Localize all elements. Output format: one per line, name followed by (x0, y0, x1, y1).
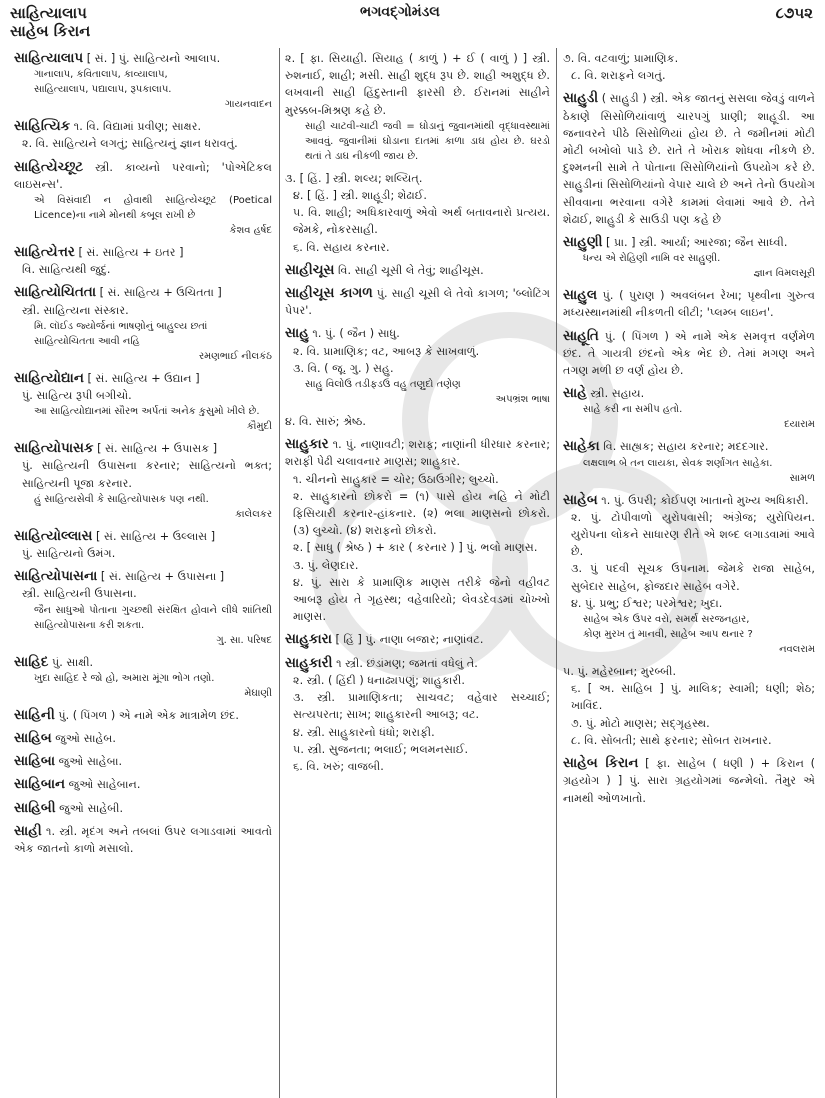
quotation-source: કેશવ હર્ષદ (229, 225, 272, 237)
entry-headword: સાહિબ (14, 730, 52, 747)
entry-definition: [ પ્રા. ] સ્ત્રી. આર્યા; આરજા; જૈન સાધ્વી. (606, 236, 788, 250)
entry-definition: ૫. વિ. શાહી; અધિકારવાળું એવો અર્થ બતાવનારો પ્રત્યય. જેમકે, નોકરસાહી. (293, 206, 550, 237)
entry-quotation: ખુદા સાહિદ રે જો હો, અમારા મૂંગા ભોગ તણો. (34, 672, 215, 684)
entry-definition: ૭. વિ. વટવાળું; પ્રામાણિક. (563, 52, 679, 65)
entry-headword: સાહેકા (563, 438, 600, 455)
entry-headword: સાહિત્યેત્તર (14, 244, 75, 261)
entry-definition: સ્ત્રી. સાહિત્યની ઉપાસના. (22, 587, 137, 601)
entry-definition: ૧. ચીનનો સાહુકાર = ચોર; ઉઠાઉગીર; લુચ્ચો. (293, 472, 499, 486)
entry-definition: સ્ત્રી. સહાય. (590, 387, 645, 401)
dictionary-entry (563, 438, 815, 485)
dictionary-entry (14, 654, 272, 701)
entry-definition: ૧. પું. ( જૈન ) સાધુ. (312, 327, 400, 341)
dictionary-entry (563, 50, 815, 84)
entry-definition: પું. ( પિંગળ ) એ નામે એક સમવૃત્ત વર્ણમેળ છંદ. તે ગાયત્રી છંદનો એક ભેદ છે. તેમાં મગણ અને તગણ મળી છ વર્ણ હોય છે. (563, 329, 816, 378)
entry-definition: ૨. પું. ટોપીવાળો યુરોપવાસી; અંગ્રેજ; યુરોપિયન. યુરોપના લોકને સાધારણ રીતે એ શબ્દ લગાડવામાં આવે છે. (571, 510, 815, 559)
entry-headword: સાહિત્યોલ્લાસ (14, 527, 93, 544)
entry-definition: ૮. વિ. શરાફને લગતું. (571, 69, 666, 83)
dictionary-entry (285, 170, 550, 256)
entry-headword: સાહિત્યોદ્યાન (14, 369, 84, 386)
entry-quotation: મિ. લૉઈડ જ્યોર્જનાં ભાષણોનું બાહુલ્ય છતાં (34, 320, 208, 332)
entry-headword: સાહિત્યોપાસક (14, 440, 94, 457)
entry-headword: સાહિબી (14, 799, 56, 816)
quotation-source: અપભ્રંશ ભાષા (495, 394, 550, 406)
dictionary-entry (563, 328, 815, 380)
entry-definition: સ્ત્રી. કાવ્યનો પરવાનો; 'પોએટિકલ લાઇસન્સ'. (14, 160, 272, 191)
entry-quotation: જૈન સાધુઓ પોતાના ગુચ્છથી સંરક્ષિત હોવાને લીધે શાંતિથી સાહિત્યોપાસના કરી શકતા. (34, 604, 272, 631)
dictionary-entry (285, 413, 550, 430)
entry-headword: સાહુ (285, 325, 309, 342)
dictionary-entry (14, 568, 272, 647)
entry-headword: સાહિબા (14, 753, 56, 770)
entry-quotation: કોણ મુરખ તું માનવી, સાહેબ આપ થનાર ? (583, 629, 753, 641)
dictionary-entry (285, 631, 550, 648)
quotation-source: જ્ઞાન વિમલસૂરી (753, 268, 815, 280)
dictionary-entry (563, 663, 815, 749)
entry-headword: સાહુડી (563, 90, 599, 107)
entry-headword: સાહિત્યોચિતતા (14, 284, 97, 301)
dictionary-entry (563, 287, 815, 321)
dictionary-entry (563, 492, 815, 657)
dictionary-entry (563, 385, 815, 432)
dictionary-entry (14, 440, 272, 522)
entry-definition: ૬. વિ. ખરું; વાજબી. (293, 759, 384, 773)
entry-definition: ૪. પું. પ્રભુ; ઈશ્વર; પરમેશ્વર; ખુદા. (571, 596, 723, 610)
entry-definition: [ હિં ] પું. નાણા બજાર; નાણાંવટ. (335, 633, 484, 647)
entry-definition: ૨. [ ફા. સિયાહી. સિયાહ ( કાળું ) + ઈ ( વાળું ) ] સ્ત્રી. રુશનાઈ, શાહી; મસી. સાહી શુદ્ધ રૂપ છે. શાહી અશુદ્ધ છે. લખવાની સાહી હિંદુસ્તાની ફારસી છે. ઈરાનમાં સાહીને મુરક્કબ-મિશ્રણ કહે છે. (285, 52, 550, 117)
entry-headword: સાહિત્યિક (14, 118, 71, 135)
entry-definition: [ સં. સાહિત્ય + ઇતર ] (78, 246, 184, 260)
entry-definition: ૩. [ હિં. ] સ્ત્રી. શલ્ય; શલ્યિત્. (285, 171, 423, 185)
entry-definition: પું. સાહી ચૂસી લે તેવો કાગળ; 'બ્લોટિંગ પેપર'. (285, 287, 550, 318)
entry-definition: ૩. પું. લેણદાર. (293, 558, 359, 572)
page-number: ૮૭૫૨ (775, 4, 813, 22)
entry-definition: [ સં. સાહિત્ય + ઉચિતતા ] (99, 286, 222, 300)
entry-definition: [ સં. ] પું. સાહિત્યનો આલાપ. (86, 52, 221, 65)
dictionary-entry (14, 730, 272, 747)
entry-definition: [ સં. સાહિત્ય + ઉલ્લાસ ] (96, 529, 216, 543)
entry-headword: સાહે (563, 385, 587, 402)
entry-headword: સાહિની (14, 706, 55, 723)
dictionary-entry (14, 823, 272, 857)
entry-definition: [ સં. સાહિત્ય + ઉદ્યાન ] (87, 371, 200, 385)
dictionary-entry (285, 285, 550, 319)
entry-definition: જુઓ સાહેબાન. (68, 778, 141, 792)
entry-headword: સાહિદ (14, 653, 49, 670)
entry-quotation: એ વિસંવાદી ન હોવાથી સાહિત્યેચ્છૂટ (Poetical Licence)ના નામે મોનથી કબૂલ રાખી છે (34, 195, 272, 222)
column-3 (563, 50, 815, 813)
quotation-source: સામળ (789, 472, 815, 484)
entry-definition: જુઓ સાહેબા. (58, 755, 123, 769)
entry-definition: ૭. પું. મોટો માણસ; સદ્ગૃહસ્થ. (571, 716, 710, 730)
entry-definition: ૫. પું. મહેરબાન; મુરબ્બી. (563, 665, 677, 679)
entry-definition: ૨. સાહુકારનો છોકરો = (૧) પાસે હોય નહિ ને મોટી ફિસિયારી કરનાર-હાંકનાર. (૨) ભલા માણસનો છોકરો. (૩) લુચ્ચો. (૪) શરાફનો છોકરો. (293, 489, 550, 538)
dictionary-entry (14, 707, 272, 724)
dictionary-entry (14, 753, 272, 770)
dictionary-entry (14, 244, 272, 278)
entry-definition: ૪. [ હિં. ] સ્ત્રી. શાહૂડી; શેઢાઈ. (293, 189, 427, 203)
column-divider (556, 48, 557, 1098)
entry-headword: સાહુલ (563, 287, 598, 304)
dictionary-entry (14, 284, 272, 363)
dictionary-entry (14, 50, 272, 112)
entry-definition: પું. સાક્ષી. (52, 655, 94, 669)
entry-definition: ૬. વિ. સહાય કરનાર. (293, 240, 390, 254)
entry-definition: [ સં. સાહિત્ય + ઉપાસક ] (97, 442, 218, 456)
entry-definition: વિ. સાહ્યક; સહાય કરનાર; મદદગાર. (603, 440, 769, 454)
entry-definition: ૩. પું પદવી સૂચક ઉપનામ. જેમકે રાજા સાહેબ, સુબેદાર સાહેબ, ફોજદાર સાહેબ વગેરે. (571, 562, 815, 593)
guide-word-first: સાહિત્યાલાપ (10, 4, 87, 22)
dictionary-entry (563, 90, 815, 228)
quotation-source: દયારામ (784, 419, 815, 431)
entry-headword: સાહીચૂસ (285, 261, 335, 278)
dictionary-entry (14, 776, 272, 793)
quotation-source: મેઘાણી (244, 687, 272, 699)
entry-definition: ૩. વિ. ( જૂ. ગુ. ) સહુ. (293, 361, 394, 375)
entry-definition: ૨. [ સાધુ ( શ્રેષ્ઠ ) + કાર ( કરનાર ) ] પું. ભલો માણસ. (293, 541, 538, 555)
entry-definition: ૨. વિ. સાહિત્યને લગતું; સાહિત્યનું જ્ઞાન ધરાવતું. (22, 137, 238, 151)
dictionary-entry (285, 262, 550, 279)
dictionary-entry (285, 325, 550, 407)
quotation-source: રમણભાઈ નીલકંઠ (198, 350, 272, 362)
entry-headword: સાહી (14, 822, 42, 839)
entry-quotation: લક્ષલાભ બે તન લાયકા, સેવક શર્ણાંગત સાહેકા. (583, 457, 773, 469)
entry-definition: [ સં. સાહિત્ય + ઉપાસના ] (100, 570, 225, 584)
entry-headword: સાહિત્યાલાપ (14, 50, 84, 66)
entry-definition: ૨. સ્ત્રી. ( હિંદી ) ધનાઢ્યપણું; શાહુકારી. (293, 673, 465, 687)
entry-definition: ૪. સ્ત્રી. સાહુકારનો ધંધો; શરાફી. (293, 725, 435, 739)
entry-headword: સાહિત્યેચ્છૂટ (14, 158, 84, 175)
entry-quotation: આ સાહિત્યોદ્યાનમાં સૌરભ અર્પતાં અનેક કુસુમો ખીલે છે. (34, 406, 260, 418)
entry-definition: વિ. સાહી ચૂસી લે તેવું; શાહીચૂસ. (338, 263, 484, 277)
entry-definition: ૪. પું. સારા કે પ્રામાણિક માણસ તરીકે જેનો વહીવટ આબરૂ હોય તે ગૃહસ્થ; વહેવારિયો; લેવડદેવડમાં ચોખ્ખો માણસ. (293, 575, 550, 624)
entry-definition: ( સાહુડી ) સ્ત્રી. એક જાતનું સસલા જેવડું વાળને ઠેકાણે સિસોળિયાંવાળું ચારપગું પ્રાણી; શાહૂડી. આ જનાવરને પીઠે સિસોળિયાં હોય છે. તે જમીનમાં મોટી મોટી બખોલો પાડે છે. રાતે તે ખોરાક શોધવા નીકળે છે. દુશ્મનની સામે તે પોતાના સિસોળિયાંનો ઉપયોગ કરે છે. સાહુડીનાં સિસોળિયાંનો વેપાર ચાલે છે અને તેનો ઉપયોગ સીવવાના ભરવાના વગેરે કામમાં લેવામાં આવે છે. તેને શેઢાઈ, શાહુડી કે સાઉડી પણ કહે છે (563, 92, 815, 226)
column-2 (285, 50, 550, 781)
entry-quotation: ધન્ય એ રોહિણી નામિ વર સાહુણી. (583, 253, 721, 265)
entry-definition: પું. સાહિત્યની ઉપાસના કરનાર; સાહિત્યનો ભક્ત; સાહિત્યની પૂજા કરનાર. (22, 459, 272, 490)
entry-headword: સાહિબાન (14, 776, 66, 793)
quotation-source: નવલરામ (779, 644, 815, 656)
entry-headword: સાહુણી (563, 234, 603, 251)
entry-definition: જુઓ સાહેબી. (59, 801, 124, 815)
column-1 (14, 50, 272, 863)
entry-definition: જુઓ સાહેબ. (55, 732, 116, 746)
dictionary-title: ભગવદ્ગોમંડલ (360, 4, 440, 20)
entry-definition: પું. સાહિત્ય રૂપી બગીચો. (22, 389, 132, 403)
column-divider (279, 48, 280, 1098)
dictionary-entry (563, 234, 815, 281)
dictionary-entry (14, 800, 272, 817)
entry-definition: ૧. સ્ત્રી. મૃદંગ અને તબલાં ઉપર લગાડવામાં આવતો એક જાતનો કાળો મસાલો. (14, 824, 272, 856)
entry-quotation: હું સાહિત્યસેવી કે સાહિત્યોપાસક પણ નથી. (34, 493, 209, 505)
dictionary-entry (14, 528, 272, 562)
entry-definition: ૧. પું. નાણાવટી; શરાફ; નાણાંની ધીરધાર કરનાર; શરાફી પેઢી ચલાવનાર માણસ; શાહુકાર. (285, 438, 550, 469)
entry-definition: પું. ( પિંગળ ) એ નામે એક માત્રામેળ છંદ. (58, 708, 239, 722)
entry-headword: સાહીચૂસ કાગળ (285, 285, 373, 302)
entry-definition: ૬. [ અ. સાહિબ ] પું. માલિક; સ્વામી; ધણી; શેઠ; ખાવિંદ. (571, 682, 815, 713)
dictionary-entry (14, 159, 272, 238)
entry-definition: ૩. સ્ત્રી. પ્રામાણિકતા; સાચવટ; વહેવાર સચ્ચાઈ; સત્યપરતા; સાખ; શાહુકારની આબરૂ; વટ. (293, 691, 550, 722)
entry-quotation: સાહુ વિલોઉ તડીફડઉ વહુ તણુદો તણેણ (305, 379, 461, 391)
quotation-source: ગાયનવાદન (224, 99, 272, 111)
entry-headword: સાહુકારી (285, 654, 333, 671)
entry-quotation: સાહિત્યાલાપ, પદ્યાલાપ, રૂપકાલાપ. (34, 84, 172, 96)
entry-quotation: સાહેબ એક ઉપર વરો, સમર્થ સરજનહાર, (583, 614, 750, 626)
entry-definition: ૨. વિ. પ્રામાણિક; વટ, આબરૂ કે સાખવાળું. (293, 344, 480, 358)
dictionary-entry (285, 655, 550, 775)
entry-quotation: સાહિત્યોચિતતા આવી નહિ (34, 335, 140, 347)
entry-definition: પું. સાહિત્યનો ઉમંગ. (22, 547, 116, 561)
entry-definition: ૧. વિ. વિદ્યામાં પ્રવીણ; સાક્ષર. (73, 120, 202, 134)
dictionary-entry (285, 50, 550, 164)
quotation-source: કાલેલકર (235, 508, 272, 520)
dictionary-entry (14, 370, 272, 434)
entry-definition: ૮. વિ. સોબતી; સાથે ફરનાર; સોબત રાખનાર. (571, 733, 772, 747)
dictionary-entry (285, 436, 550, 625)
entry-quotation: ગાનાલાપ, કવિતાલાપ, કાવ્યાલાપ, (34, 69, 168, 81)
entry-headword: સાહુકાર (285, 436, 329, 453)
quotation-source: ગુ. સા. પરિષદ (216, 634, 272, 646)
entry-headword: સાહેબ કિરાન (563, 755, 639, 772)
entry-definition: ૪. વિ. સારું; શ્રેષ્ઠ. (285, 415, 366, 429)
entry-headword: સાહેબ (563, 491, 598, 508)
entry-quotation: સાહી ચાટવી-ચાટી જવી = ઘોડાનું જુવાનમાંથી વૃદ્ધાવસ્થામાં આવવું. જુવાનીમાં ઘોડાના દાતમાં કાળા ડાઘ હોય છે. ઘરડો થતાં તે ડાઘ નીકળી જાય છે. (305, 120, 550, 162)
entry-definition: [ ફા. સાહેબ ( ધણી ) + કિરાન ( ગ્રહયોગ ) ] પું. સારા ગ્રહયોગમાં જન્મેલો. તૈમુર એ નામથી ઓળખાતો. (563, 757, 816, 805)
dictionary-entry (563, 755, 815, 807)
entry-definition: પું. ( પુરાણ ) અવલંબન રેખા; પૃથ્વીના ગુરુત્વ મધ્યસ્થાનમાંથી નીકળતી લીટી; 'પ્લમ્બ લાઇન'. (563, 289, 816, 320)
page-header (0, 0, 825, 46)
entry-definition: ૫. સ્ત્રી. સુજનતા; ભલાઈ; ભલમનસાઈ. (293, 742, 469, 756)
entry-definition: ૧ સ્ત્રી. છંડાંમણ; જમતાં વધેલું તે. (336, 656, 478, 670)
entry-definition: ૧. પું. ઉપરી; કોઈપણ ખાતાનો મુખ્ય અધિકારી. (601, 493, 809, 507)
entry-headword: સાહુકારા (285, 631, 332, 648)
entry-headword: સાહિત્યોપાસના (14, 568, 98, 585)
dictionary-entry (14, 118, 272, 152)
entry-definition: સ્ત્રી. સાહિત્યના સંસ્કાર. (22, 303, 129, 317)
entry-definition: વિ. સાહિત્યથી જુદું. (22, 263, 111, 277)
quotation-source: કૌમુદી (246, 421, 272, 433)
entry-headword: સાહૂતિ (563, 327, 599, 344)
entry-quotation: સાહે કરી ના સમીપ હતો. (583, 404, 683, 416)
guide-word-last: સાહેબ કિરાન (10, 22, 91, 40)
